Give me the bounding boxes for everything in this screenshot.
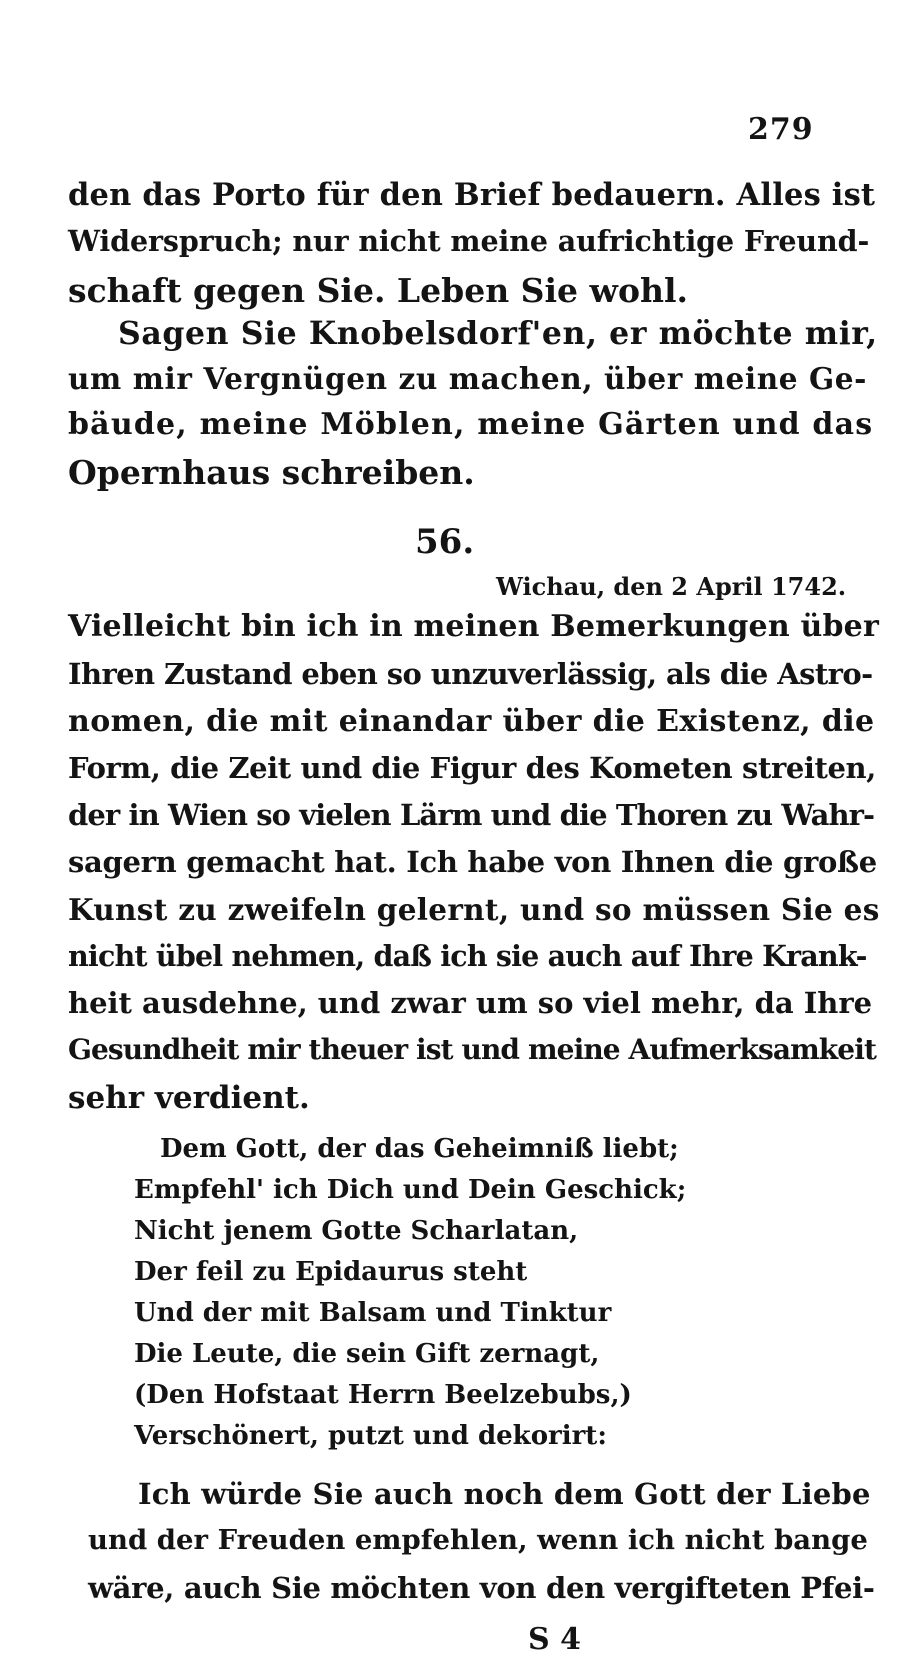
text-line: Ihren Zustand eben so unzuverlässig, als die Astro-: [68, 657, 873, 691]
text-line: nomen, die mit einandar über die Existenz, die: [68, 704, 875, 739]
text-line: Ich würde Sie auch noch dem Gott der Liebe: [138, 1477, 871, 1511]
text-line: Vielleicht bin ich in meinen Bemerkungen über: [68, 609, 879, 644]
text-line: wäre, auch Sie möchten von den vergifteten Pfei-: [88, 1571, 875, 1605]
verse-line: Der feil zu Epidaurus steht: [134, 1257, 528, 1287]
text-line: nicht übel nehmen, daß ich sie auch auf Ihre Krank-: [68, 939, 867, 973]
text-line: heit ausdehne, und zwar um so viel mehr, da Ihre: [68, 986, 873, 1020]
text-line: bäude, meine Möblen, meine Gärten und das: [68, 407, 874, 442]
text-line: schaft gegen Sie. Leben Sie wohl.: [68, 271, 688, 310]
text-line: und der Freuden empfehlen, wenn ich nicht bange: [88, 1524, 868, 1556]
text-line: Kunst zu zweifeln gelernt, und so müssen Sie es: [68, 892, 880, 927]
text-line: um mir Vergnügen zu machen, über meine Ge-: [68, 361, 867, 396]
verse-line: (Den Hofstaat Herrn Beelzebubs,): [134, 1380, 632, 1410]
text-line: der in Wien so vielen Lärm und die Thoren zu Wahr-: [68, 798, 875, 832]
letter-number: 56.: [415, 522, 475, 562]
dateline: Wichau, den 2 April 1742.: [496, 572, 847, 601]
verse-line: Verschönert, putzt und dekorirt:: [134, 1421, 607, 1451]
text-line: sagern gemacht hat. Ich habe von Ihnen die große: [68, 845, 877, 879]
verse-line: Und der mit Balsam und Tinktur: [134, 1298, 612, 1328]
page-number: 279: [748, 112, 814, 147]
verse-line: Die Leute, die sein Gift zernagt,: [134, 1339, 600, 1369]
verse-line: Nicht jenem Gotte Scharlatan,: [134, 1216, 579, 1246]
text-line: sehr verdient.: [68, 1080, 310, 1116]
signature-mark: S 4: [528, 1622, 581, 1657]
verse-line: Dem Gott, der das Geheimniß liebt;: [160, 1134, 679, 1164]
text-line: Gesundheit mir theuer ist und meine Aufmerksamkeit: [68, 1033, 876, 1066]
text-line: den das Porto für den Brief bedauern. Alles ist: [68, 177, 876, 213]
verse-line: Empfehl' ich Dich und Dein Geschick;: [134, 1175, 687, 1205]
text-line: Form, die Zeit und die Figur des Kometen streiten,: [68, 751, 876, 785]
text-line: Widerspruch; nur nicht meine aufrichtige Freund-: [68, 224, 870, 258]
text-line: Sagen Sie Knobelsdorf'en, er möchte mir,: [118, 315, 878, 352]
text-line: Opernhaus schreiben.: [68, 453, 475, 492]
